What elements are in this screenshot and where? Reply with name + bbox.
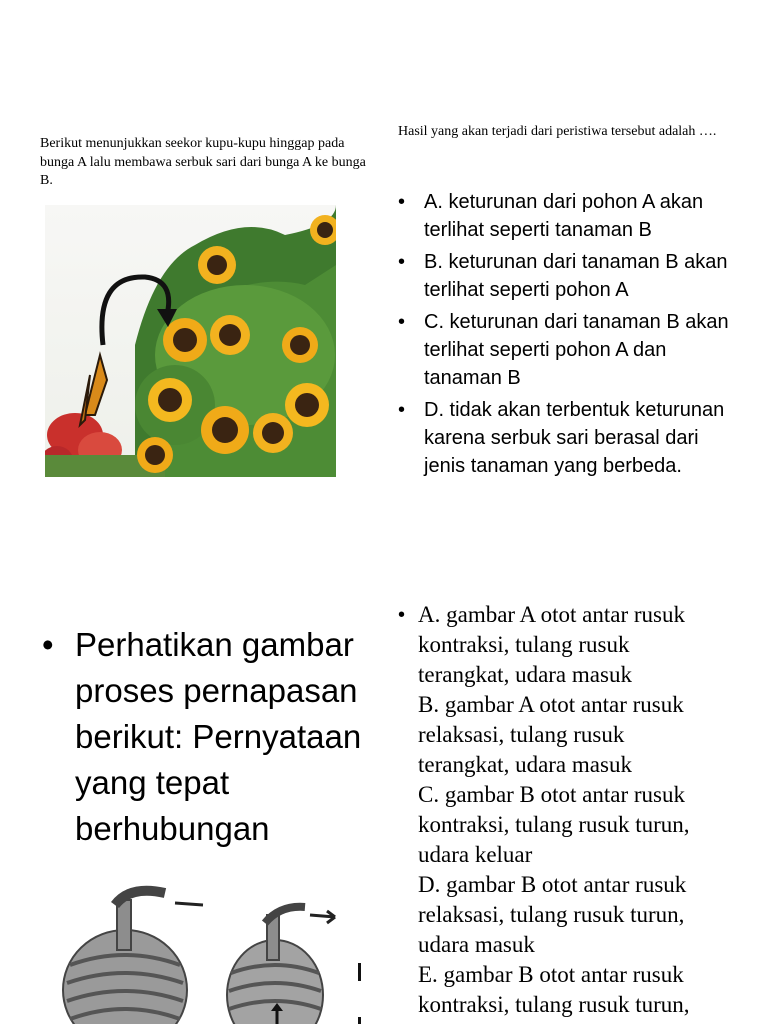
question-text: Hasil yang akan terjadi dari peristiwa tersebut adalah …. (398, 124, 717, 139)
answer-line: C. gambar B otot antar rusuk (418, 782, 686, 807)
option-b-text: B. keturunan dari tanaman B akan terlihat seperti pohon A (424, 251, 728, 301)
answer-line: udara masuk (418, 932, 535, 957)
option-c (396, 308, 736, 392)
answer-line: B. gambar A otot antar rusuk (418, 692, 684, 717)
answer-line: A. gambar A otot antar rusuk (418, 602, 686, 627)
intro-text: Berikut menunjukkan seekor kupu-kupu hinggap pada bunga A lalu membawa serbuk sari dari bunga A ke bunga B. (40, 136, 366, 188)
bullet-icon: • (398, 311, 406, 333)
option-a-text: A. keturunan dari pohon A akan terlihat seperti tanaman B (424, 191, 704, 241)
bullet-icon: • (398, 251, 406, 273)
option-c-text: C. keturunan dari tanaman B akan terlihat seperti pohon A dan tanaman B (424, 311, 729, 389)
breathing-question-heading (42, 622, 382, 882)
option-a (396, 188, 736, 244)
sunflower-butterfly-image (45, 205, 336, 477)
bullet-icon: • (398, 604, 406, 626)
ribcage-illustration (55, 885, 375, 1024)
option-d (396, 396, 736, 480)
breathing-process-image (55, 885, 375, 1024)
answer-line: terangkat, udara masuk (418, 662, 632, 687)
answer-line: E. gambar B otot antar rusuk (418, 962, 684, 987)
bullet-icon: • (398, 191, 406, 213)
sunflower-illustration (45, 205, 336, 477)
answer-line: kontraksi, tulang rusuk turun, (418, 812, 690, 837)
bullet-icon: • (42, 626, 54, 663)
breathing-answer-options (396, 600, 756, 1020)
answer-line: terangkat, udara masuk (418, 752, 632, 777)
option-b (396, 248, 736, 304)
answer-line: udara keluar (418, 842, 533, 867)
bullet-icon: • (398, 399, 406, 421)
answer-line: kontraksi, tulang rusuk (418, 632, 630, 657)
option-d-text: D. tidak akan terbentuk keturunan karena serbuk sari berasal dari jenis tanaman yang berbeda. (424, 399, 725, 477)
breathing-question-text: Perhatikan gambar proses pernapasan berikut: Pernyataan yang tepat berhubungan (75, 626, 362, 847)
answer-line: kontraksi, tulang rusuk turun, (418, 992, 690, 1017)
answer-line: D. gambar B otot antar rusuk (418, 872, 687, 897)
answer-options-list (396, 188, 736, 484)
answer-line: relaksasi, tulang rusuk (418, 722, 625, 747)
answer-line: relaksasi, tulang rusuk turun, (418, 902, 685, 927)
